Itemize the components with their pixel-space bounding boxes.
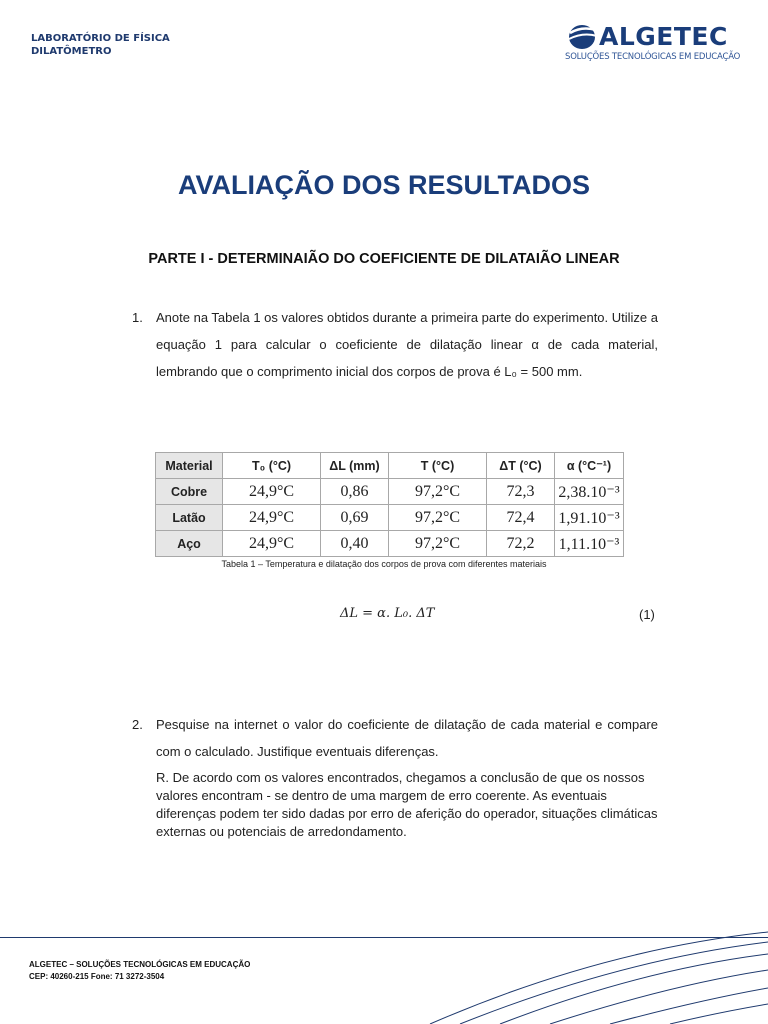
cell-t0: 24,9°C — [223, 505, 321, 531]
cell-delta-l: 0,40 — [321, 531, 389, 557]
logo-tagline: SOLUÇÕES TECNOLÓGICAS EM EDUCAÇÃO — [565, 52, 741, 62]
header-delta-t: ΔT (°C) — [487, 453, 555, 479]
header-delta-l: ΔL (mm) — [321, 453, 389, 479]
results-table — [155, 452, 624, 557]
question-2-answer: R. De acordo com os valores encontrados, chegamos a conclusão de que os nossos valores encontram - se dentro de uma margem de erro coerente. As eventuais diferenças podem ter sido dadas por erro de aferição do operador, situações climáticas externas ou potenciais de arredondamento. — [156, 770, 658, 839]
cell-alpha: 2,38.10⁻³ — [555, 479, 624, 505]
cell-material: Latão — [156, 505, 223, 531]
question-1-number: 1. — [132, 310, 143, 325]
cell-t0: 24,9°C — [223, 531, 321, 557]
table-row — [156, 505, 624, 531]
question-2-number: 2. — [132, 717, 143, 732]
header-experiment-name: DILATÔMETRO — [31, 46, 112, 57]
question-2-text: Pesquise na internet o valor do coeficiente de dilatação de cada material e compare com o calculado. Justifique eventuais diferenças. — [156, 717, 658, 759]
cell-delta-l: 0,86 — [321, 479, 389, 505]
header-t: T (°C) — [389, 453, 487, 479]
table-header-row — [156, 453, 624, 479]
cell-t: 97,2°C — [389, 479, 487, 505]
cell-delta-t: 72,3 — [487, 479, 555, 505]
algetec-logo — [565, 22, 741, 64]
cell-alpha: 1,91.10⁻³ — [555, 505, 624, 531]
cell-delta-t: 72,4 — [487, 505, 555, 531]
cell-t0: 24,9°C — [223, 479, 321, 505]
cell-alpha: 1,11.10⁻³ — [555, 531, 624, 557]
footer-company: ALGETEC – SOLUÇÕES TECNOLÓGICAS EM EDUCAÇÃO — [29, 960, 251, 969]
question-2 — [132, 711, 658, 841]
cell-material: Cobre — [156, 479, 223, 505]
footer-info — [29, 959, 250, 983]
equation: ΔL = α. L₀. ΔT — [340, 606, 435, 621]
header-material: Material — [156, 453, 223, 479]
cell-material: Aço — [156, 531, 223, 557]
table-row — [156, 531, 624, 557]
table-caption: Tabela 1 – Temperatura e dilatação dos corpos de prova com diferentes materiais — [221, 559, 547, 569]
cell-delta-l: 0,69 — [321, 505, 389, 531]
page-title: AVALIAÇÃO DOS RESULTADOS — [177, 170, 590, 200]
cell-t: 97,2°C — [389, 531, 487, 557]
equation-number: (1) — [639, 607, 655, 622]
header-lab-name: LABORATÓRIO DE FÍSICA — [31, 33, 170, 44]
header-t0: T₀ (°C) — [223, 453, 321, 479]
question-1 — [132, 304, 658, 385]
cell-t: 97,2°C — [389, 505, 487, 531]
logo-globe-icon — [567, 24, 601, 50]
cell-delta-t: 72,2 — [487, 531, 555, 557]
header-lab-info — [31, 32, 170, 58]
header-alpha: α (°C⁻¹) — [555, 453, 624, 479]
question-1-text: Anote na Tabela 1 os valores obtidos durante a primeira parte do experimento. Utilize a equação 1 para calcular o coeficiente de dilatação linear α de cada material, lembrando que o comprimento inicial dos corpos de prova é L₀ = 500 mm. — [156, 310, 658, 379]
footer-contact: CEP: 40260-215 Fone: 71 3272-3504 — [29, 972, 165, 981]
logo-wordmark: ALGETEC — [599, 22, 728, 51]
section-title: PARTE I - DETERMINAIÃO DO COEFICIENTE DE DILATAIÃO LINEAR — [148, 251, 620, 267]
table-row — [156, 479, 624, 505]
footer-wave-decoration — [420, 930, 768, 1024]
